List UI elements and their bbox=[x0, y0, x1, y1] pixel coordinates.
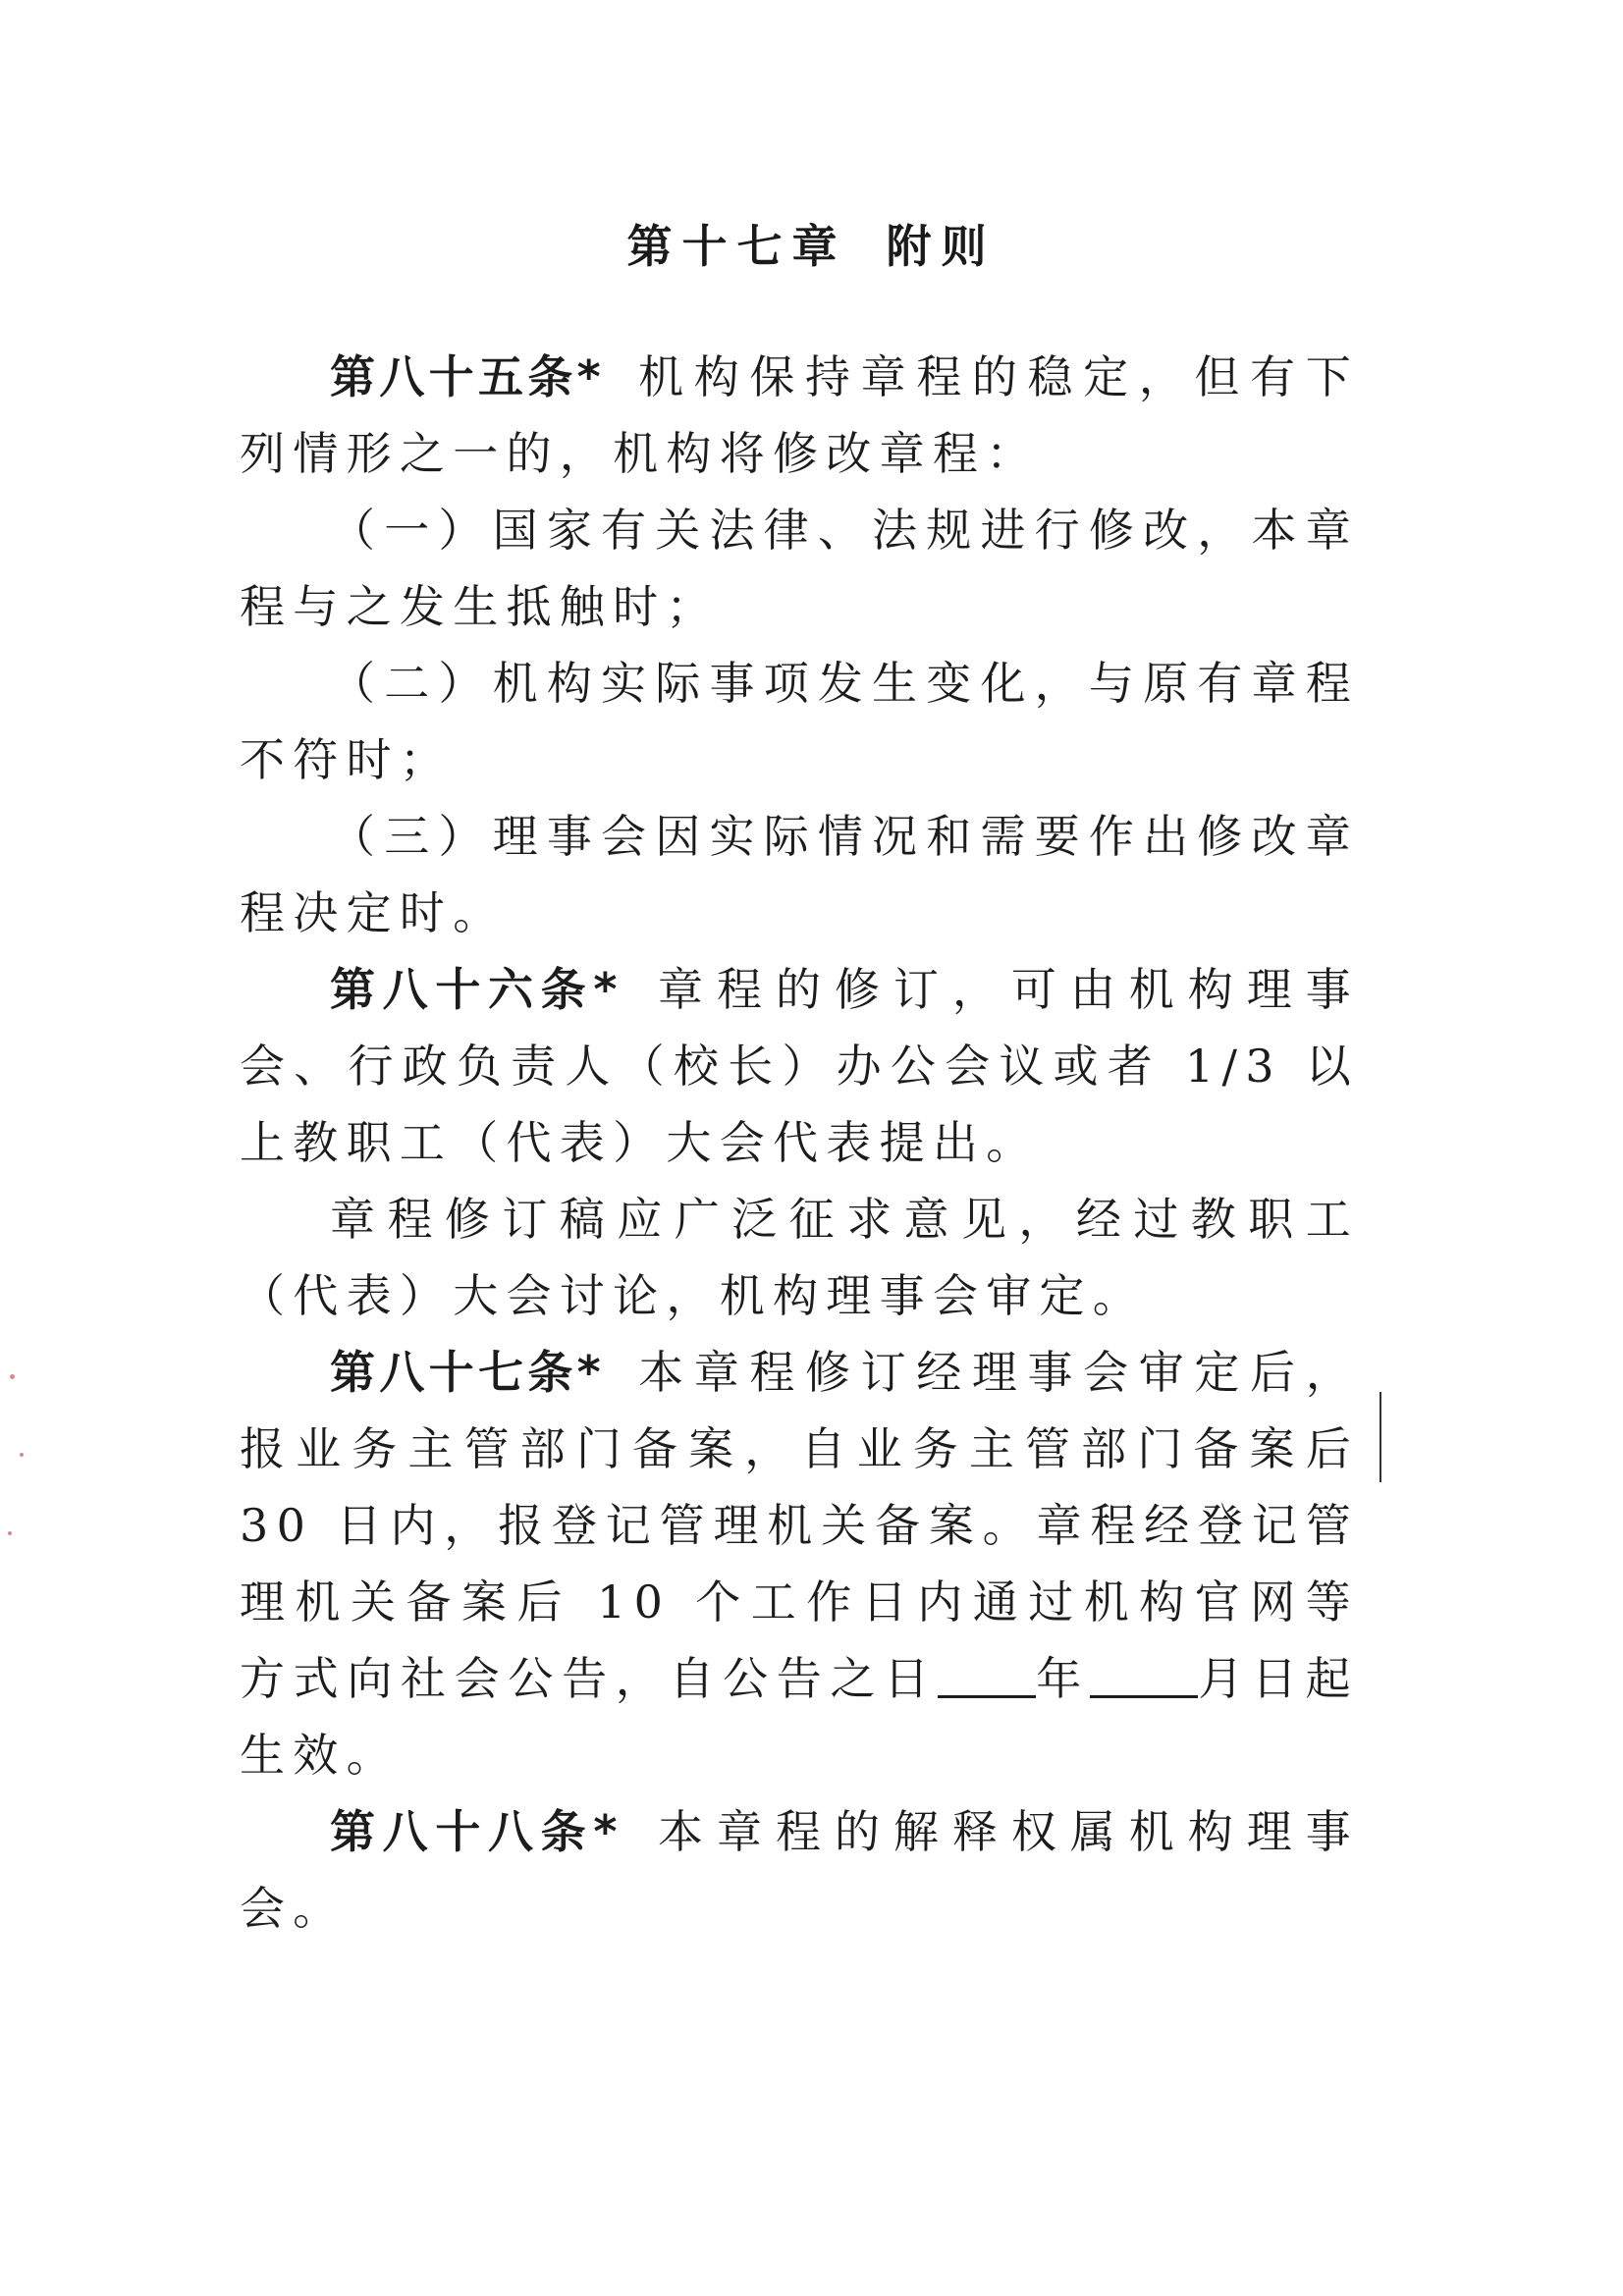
article-87-text-end: 日起生效。 bbox=[240, 1652, 1359, 1782]
article-85-text: 机构保持章程的稳定，但有下列情形之一的，机构将修改章程： bbox=[240, 350, 1359, 480]
article-88-label: 第八十八条* bbox=[330, 1805, 620, 1858]
article-85-item-2: （二）机构实际事项发生变化，与原有章程不符时； bbox=[240, 657, 1359, 786]
article-88-text: 本章程的解释权属机构理事会。 bbox=[240, 1805, 1359, 1935]
article-85 bbox=[240, 339, 1359, 492]
article-85-item-3: （三）理事会因实际情况和需要作出修改章程决定时。 bbox=[240, 810, 1359, 939]
year-char: 年 bbox=[1035, 1652, 1090, 1705]
chapter-number: 第十七章 bbox=[626, 220, 847, 273]
margin-mark-line bbox=[1380, 1392, 1381, 1482]
month-char: 月 bbox=[1197, 1652, 1252, 1705]
article-86-paragraph-2: 章程修订稿应广泛征求意见，经过教职工（代表）大会讨论，机构理事会审定。 bbox=[240, 1193, 1359, 1322]
scan-speck bbox=[10, 1374, 15, 1379]
scan-speck bbox=[20, 1453, 24, 1457]
chapter-name: 附则 bbox=[886, 220, 997, 273]
article-86 bbox=[240, 951, 1359, 1181]
document-body bbox=[240, 339, 1359, 1947]
article-88 bbox=[240, 1793, 1359, 1947]
article-87-text: 本章程修订经理事会审定后，报业务主管部门备案，自业务主管部门备案后 30 日内，报登记管理机关备案。章程经登记管理机关备案后 10 个工作日内通过机构官网等方式向社会公告，自公告之日 bbox=[240, 1346, 1359, 1705]
article-87-label: 第八十七条* bbox=[330, 1346, 603, 1399]
article-86-text: 章程的修订，可由机构理事会、行政负责人（校长）办公会议或者 1/3 以上教职工（代表）大会代表提出。 bbox=[240, 963, 1359, 1169]
article-87 bbox=[240, 1334, 1359, 1793]
scan-speck bbox=[8, 1531, 12, 1535]
article-85-label: 第八十五条* bbox=[330, 350, 603, 403]
article-86-label: 第八十六条* bbox=[330, 963, 620, 1016]
month-blank bbox=[1090, 1656, 1198, 1698]
chapter-title bbox=[0, 211, 1623, 276]
article-85-item-1: （一）国家有关法律、法规进行修改，本章程与之发生抵触时； bbox=[240, 504, 1359, 633]
year-blank bbox=[938, 1656, 1036, 1698]
